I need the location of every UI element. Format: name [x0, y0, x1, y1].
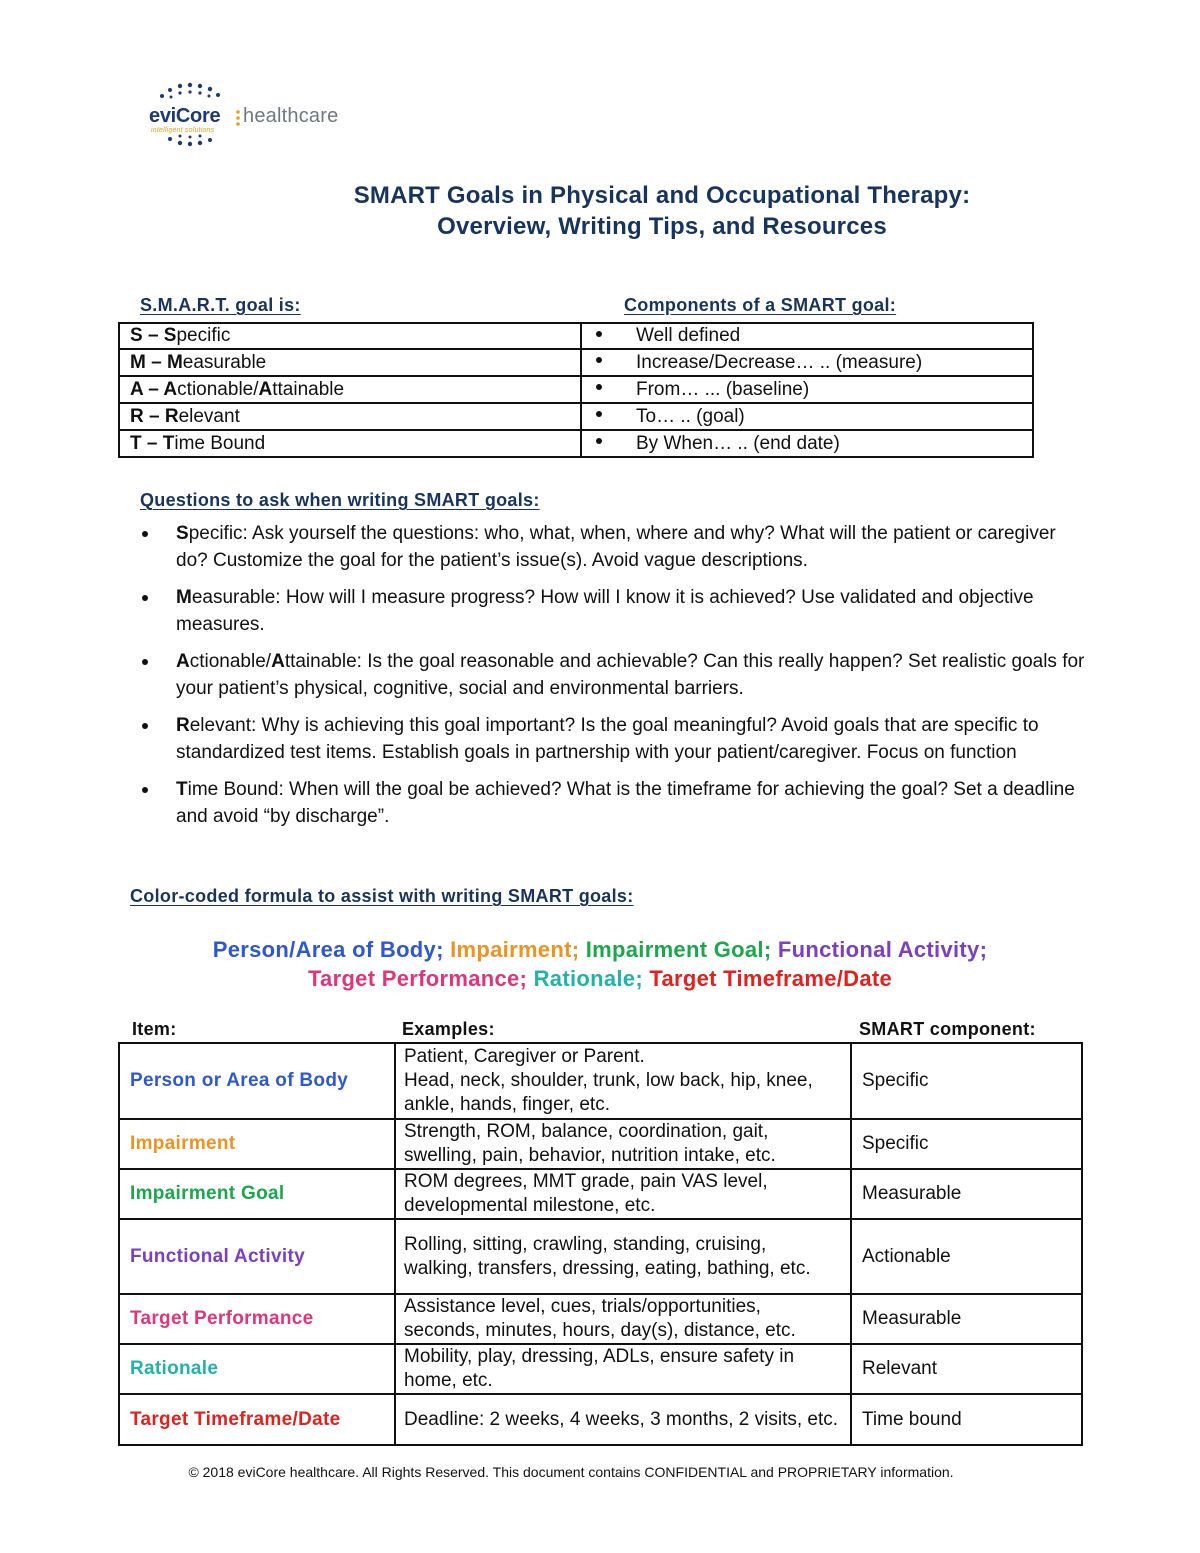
smart-row	[119, 376, 1033, 403]
item-name: Functional Activity	[119, 1219, 395, 1294]
item-smart-component: Specific	[851, 1119, 1082, 1169]
item-name: Person or Area of Body	[119, 1043, 395, 1119]
smart-letter: M – M	[130, 351, 183, 373]
components-heading: Components of a SMART goal:	[624, 295, 897, 315]
page-title: SMART Goals in Physical and Occupational Therapy:	[353, 182, 971, 209]
smart-word: elevant	[178, 405, 240, 427]
smart-letter-2: A	[258, 378, 273, 400]
question-text: easurable: How will I measure progress? How will I know it is achieved? Use validated and objective measures.	[176, 587, 1034, 635]
formula-segment: Functional Activity;	[777, 937, 988, 962]
formula-segment: Target Timeframe/Date	[649, 966, 893, 991]
item-name: Rationale	[119, 1344, 395, 1394]
smart-row	[119, 323, 1033, 349]
smart-component-cell	[581, 430, 1033, 457]
item-smart-component: Specific	[851, 1043, 1082, 1119]
question-text: ime Bound: When will the goal be achieved? What is the timeframe for achieving the goal? Set a deadline and avoid “by discharge”.	[176, 779, 1075, 827]
bullet-icon	[596, 384, 602, 390]
item-row	[119, 1169, 1082, 1219]
item-example-line: Head, neck, shoulder, trunk, low back, hip, knee, ankle, hands, finger, etc.	[404, 1070, 813, 1115]
question-letter: R	[176, 715, 190, 736]
item-example-line: Deadline: 2 weeks, 4 weeks, 3 months, 2 visits, etc.	[404, 1408, 839, 1430]
formula-segment: Impairment;	[450, 937, 586, 962]
questions-heading: Questions to ask when writing SMART goals:	[140, 490, 540, 510]
bullet-icon	[596, 411, 602, 417]
smart-component-cell	[581, 403, 1033, 430]
smart-component: By When… .. (end date)	[636, 432, 840, 454]
question-item	[140, 712, 1090, 766]
column-examples: Examples:	[402, 1019, 495, 1039]
bullet-icon	[142, 723, 148, 729]
item-example-line: Strength, ROM, balance, coordination, gait, swelling, pain, behavior, nutrition intake, etc.	[404, 1121, 776, 1166]
formula-segment: Person/Area of Body;	[212, 937, 451, 962]
smart-component-cell	[581, 323, 1033, 349]
formula-segment: Rationale;	[533, 966, 650, 991]
smart-letter: R – R	[130, 405, 179, 427]
smart-goal-heading: S.M.A.R.T. goal is:	[140, 295, 301, 315]
smart-row	[119, 403, 1033, 430]
smart-component: Increase/Decrease… .. (measure)	[636, 351, 923, 373]
item-example-line: ROM degrees, MMT grade, pain VAS level, developmental milestone, etc.	[404, 1171, 768, 1216]
question-letter-2: A	[271, 651, 285, 672]
item-examples-cell	[395, 1169, 851, 1219]
smart-table	[118, 322, 1034, 458]
logo-separator-dots	[235, 108, 241, 128]
smart-word: ime Bound	[174, 432, 266, 454]
smart-component-cell	[581, 349, 1033, 376]
question-item	[140, 648, 1090, 702]
item-examples-cell	[395, 1394, 851, 1445]
question-text-2: ttainable: Is the goal reasonable and achievable? Can this really happen? Set realistic goals for your patient’s physical, cognitive, social and environmental barriers.	[176, 651, 1085, 699]
bullet-icon	[596, 357, 602, 363]
question-text: pecific: Ask yourself the questions: who, what, when, where and why? What will the patient or caregiver do? Customize the goal for the patient’s issue(s). Avoid vague descriptions.	[176, 523, 1056, 571]
formula-segment: Target Performance;	[307, 966, 534, 991]
smart-word: ctionable/	[177, 378, 259, 400]
formula-heading: Color-coded formula to assist with writing SMART goals:	[130, 886, 634, 906]
item-examples-cell	[395, 1043, 851, 1119]
logo-wordmark: eviCore	[149, 105, 221, 127]
item-examples-cell	[395, 1344, 851, 1394]
smart-letter: S – S	[130, 325, 177, 346]
item-smart-component: Time bound	[851, 1394, 1082, 1445]
item-smart-component: Measurable	[851, 1169, 1082, 1219]
column-smart-component: SMART component:	[859, 1019, 1036, 1039]
column-item: Item:	[132, 1019, 177, 1039]
question-letter: T	[176, 779, 188, 800]
bullet-icon	[596, 438, 602, 444]
copyright-footer: © 2018 eviCore healthcare. All Rights Reserved. This document contains CONFIDENTIAL and PROPRIETARY information.	[188, 1464, 954, 1480]
item-example-line: Assistance level, cues, trials/opportunities, seconds, minutes, hours, day(s), distance, etc.	[404, 1296, 796, 1341]
item-examples-cell	[395, 1119, 851, 1169]
smart-row	[119, 430, 1033, 457]
item-row	[119, 1219, 1082, 1294]
item-row	[119, 1344, 1082, 1394]
item-examples-cell	[395, 1294, 851, 1344]
formula-line-2	[0, 966, 1200, 992]
item-example-line: Rolling, sitting, crawling, standing, cruising, walking, transfers, dressing, eating, bathing, etc.	[404, 1233, 811, 1279]
smart-component: Well defined	[636, 325, 741, 346]
item-name: Impairment Goal	[119, 1169, 395, 1219]
formula-segment: Impairment Goal;	[585, 937, 778, 962]
item-name: Impairment	[119, 1119, 395, 1169]
item-smart-component: Relevant	[851, 1344, 1082, 1394]
question-item	[140, 584, 1090, 638]
item-row	[119, 1294, 1082, 1344]
question-letter: S	[176, 523, 189, 544]
item-example-line: Mobility, play, dressing, ADLs, ensure safety in home, etc.	[404, 1346, 795, 1391]
question-letter: A	[176, 651, 190, 672]
bullet-icon	[142, 659, 148, 665]
bullet-icon	[596, 331, 602, 337]
smart-row	[119, 349, 1033, 376]
smart-letter-cell	[119, 376, 581, 403]
question-letter: M	[176, 587, 192, 608]
item-smart-component: Measurable	[851, 1294, 1082, 1344]
smart-word: easurable	[182, 351, 267, 373]
question-item	[140, 520, 1090, 574]
item-row	[119, 1043, 1082, 1119]
smart-letter: T – T	[130, 432, 175, 454]
item-name: Target Timeframe/Date	[119, 1394, 395, 1445]
smart-component-cell	[581, 376, 1033, 403]
item-name: Target Performance	[119, 1294, 395, 1344]
item-row	[119, 1394, 1082, 1445]
evicore-logo	[145, 78, 339, 154]
smart-letter-cell	[119, 430, 581, 457]
smart-letter-cell	[119, 403, 581, 430]
question-text: ctionable/	[189, 651, 272, 672]
bullet-icon	[142, 787, 148, 793]
question-item	[140, 776, 1090, 830]
logo-healthcare: healthcare	[243, 105, 339, 127]
smart-letter: A – A	[130, 378, 178, 400]
page-subtitle: Overview, Writing Tips, and Resources	[437, 213, 887, 240]
smart-component: From… ... (baseline)	[636, 378, 810, 400]
bullet-icon	[142, 595, 148, 601]
smart-word-2: ttainable	[272, 378, 345, 400]
item-row	[119, 1119, 1082, 1169]
logo-tagline: intelligent solutions	[151, 127, 215, 134]
smart-letter-cell	[119, 349, 581, 376]
smart-word: pecific	[176, 325, 231, 346]
smart-component: To… .. (goal)	[636, 405, 745, 427]
smart-letter-cell	[119, 323, 581, 349]
items-table	[118, 1042, 1083, 1446]
item-example-line: Patient, Caregiver or Parent.	[404, 1046, 645, 1067]
item-examples-cell	[395, 1219, 851, 1294]
question-text: elevant: Why is achieving this goal important? Is the goal meaningful? Avoid goals that are specific to standardized test items. Establish goals in partnership with your patient/caregiver. Focus on function	[176, 715, 1039, 763]
bullet-icon	[142, 531, 148, 537]
formula-line-1	[0, 937, 1200, 963]
item-smart-component: Actionable	[851, 1219, 1082, 1294]
questions-list	[140, 520, 1090, 840]
